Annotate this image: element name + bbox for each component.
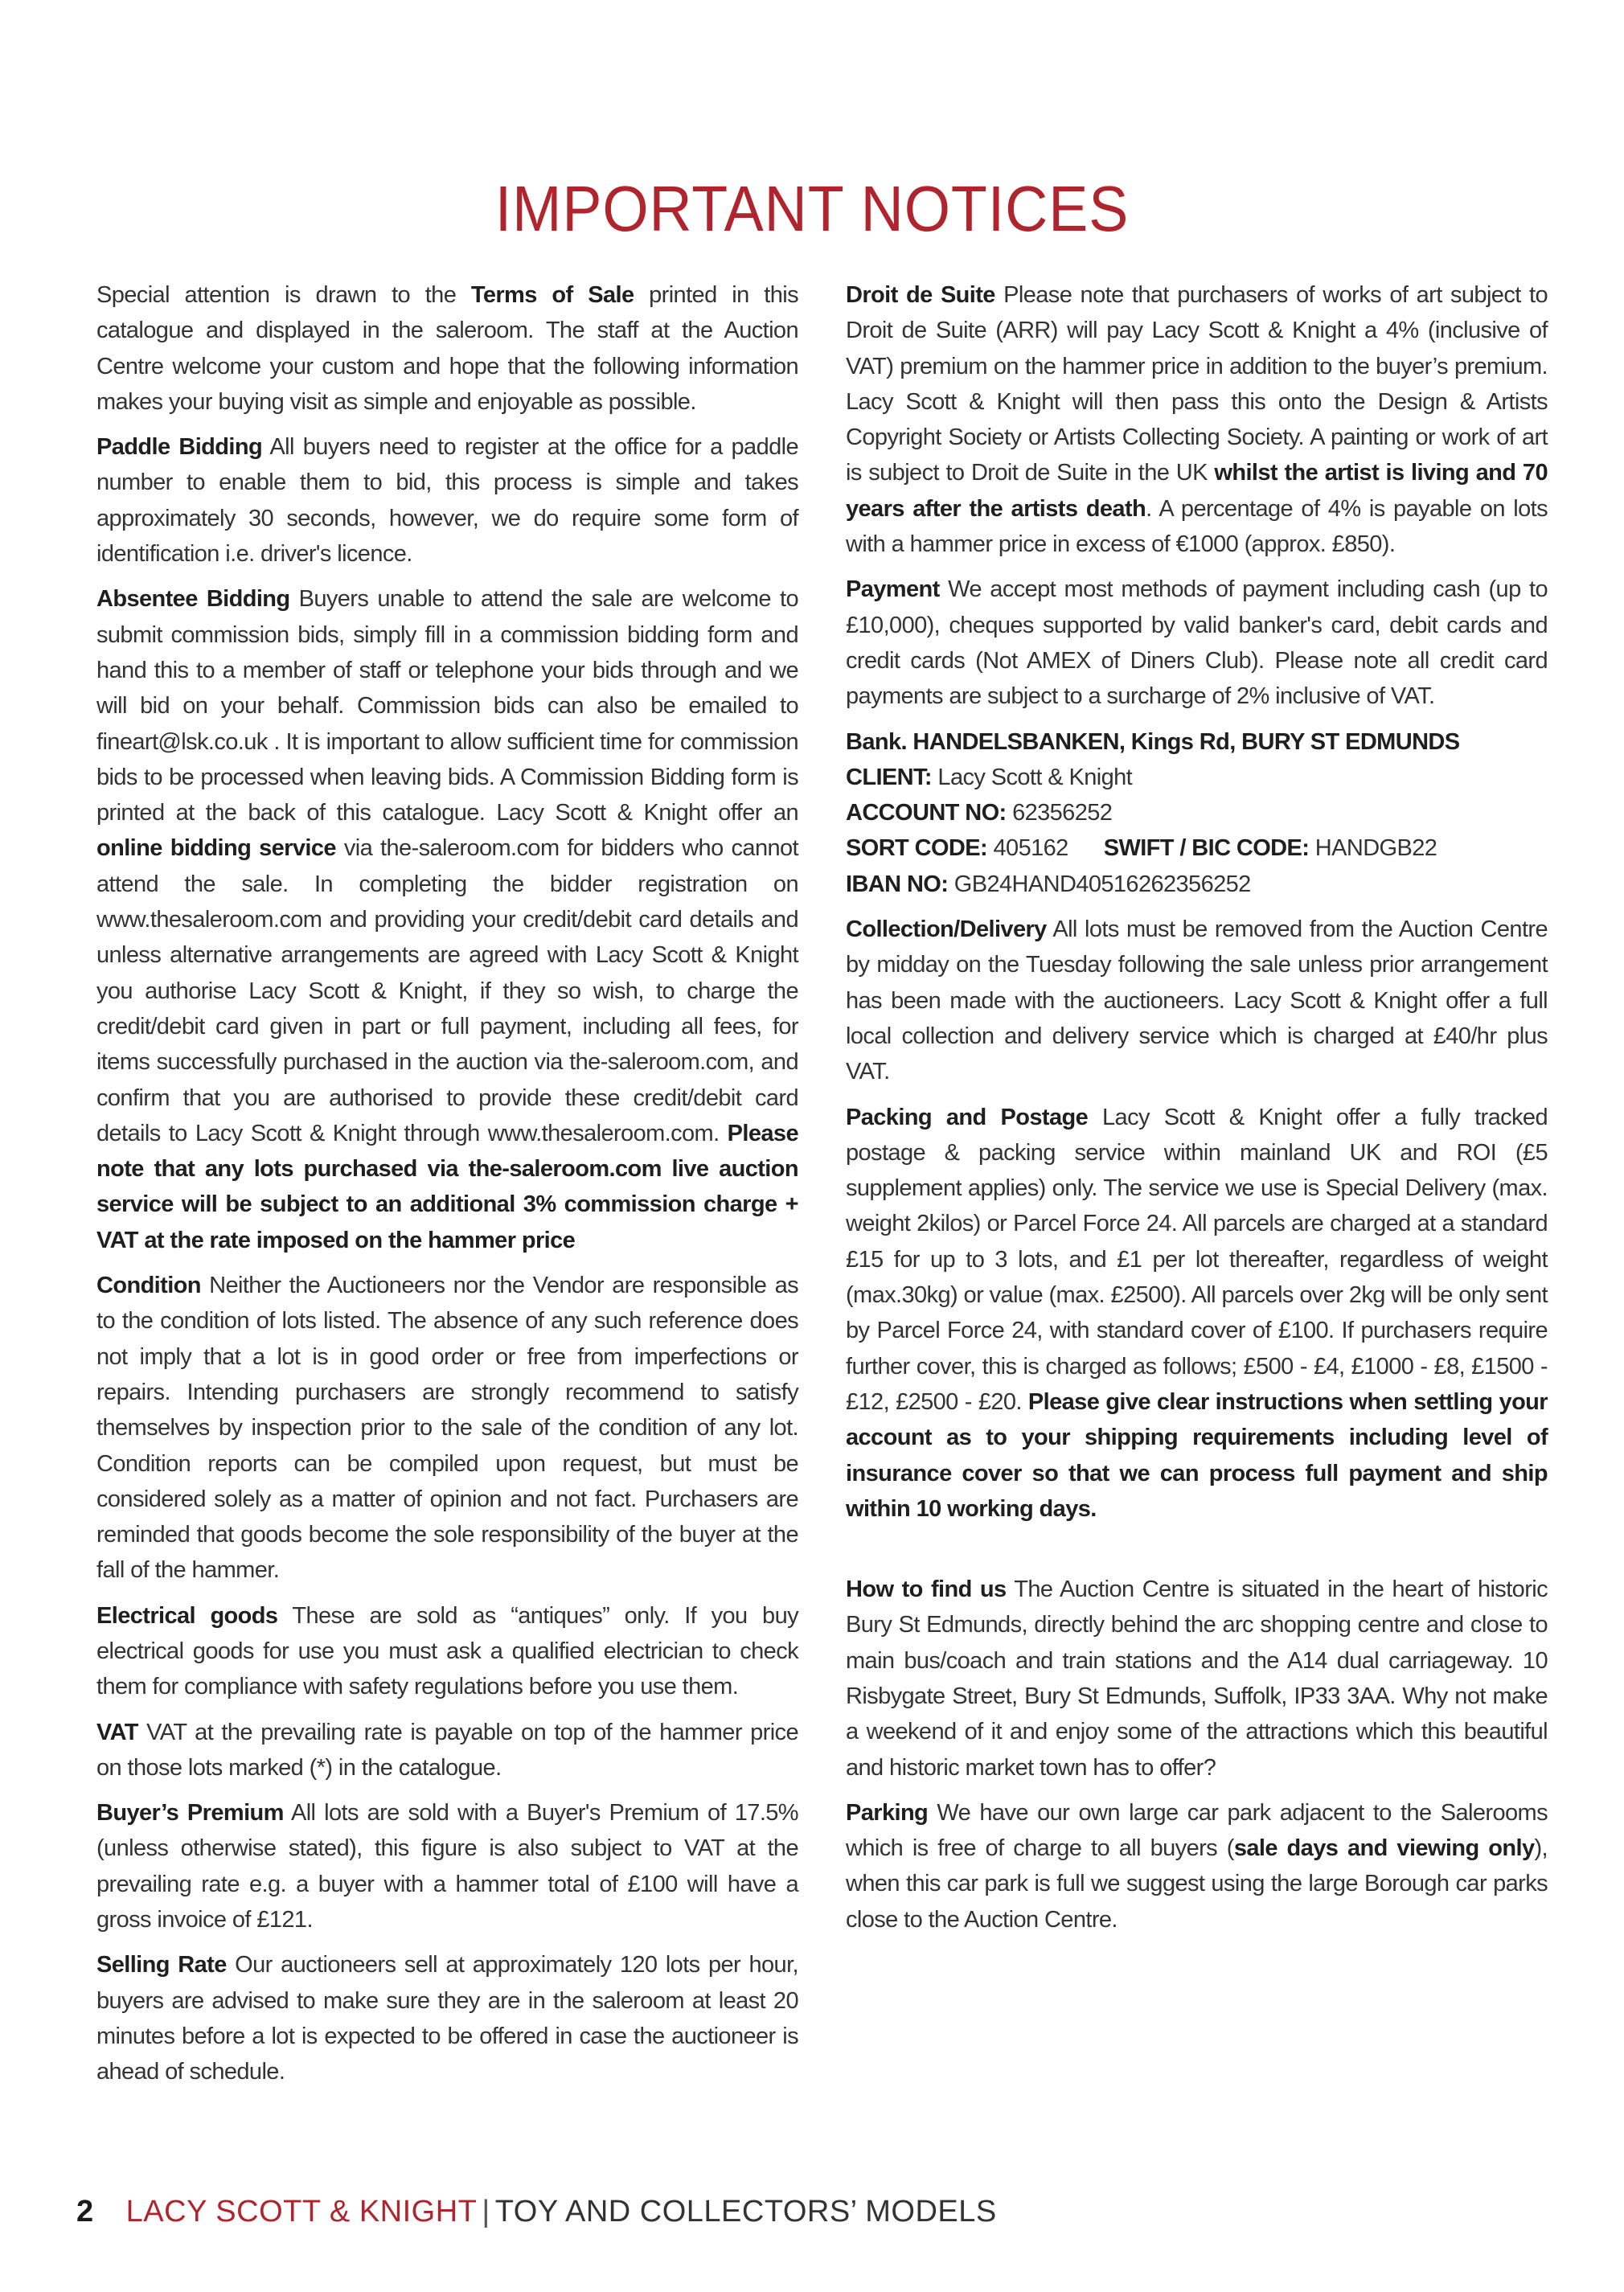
bank-name-line: Bank. HANDELSBANKEN, Kings Rd, BURY ST EDMUNDS	[846, 728, 1460, 755]
section-heading: VAT	[96, 1719, 138, 1745]
footer-separator: |	[482, 2195, 490, 2228]
right-column	[846, 277, 1548, 1947]
page-footer	[76, 2195, 997, 2229]
swift-label: SWIFT / BIC CODE:	[1103, 835, 1310, 862]
artist-living-emphasis: whilst the artist is living and 70 years after the artists death	[846, 460, 1548, 522]
brand-name: LACY SCOTT & KNIGHT	[125, 2195, 478, 2228]
section-heading: Absentee Bidding	[96, 586, 290, 613]
online-bidding-emphasis: online bidding service	[96, 835, 336, 862]
page-number: 2	[76, 2195, 94, 2228]
section-spacer	[846, 1536, 1548, 1572]
parking-section: Parking We have our own large car park adjacent to the Salerooms which is free of charge to all buyers (sale days and viewing only), when this car park is full we suggest using the large Borough car parks close to the Auction Centre.	[846, 1799, 1548, 1933]
bank-details	[846, 724, 1548, 902]
catalogue-subtitle: TOY AND COLLECTORS’ MODELS	[494, 2195, 997, 2228]
section-heading: Condition	[96, 1273, 201, 1299]
section-heading: Droit de Suite	[846, 282, 995, 308]
paddle-bidding-section: Paddle Bidding All buyers need to register at the office for a paddle number to enable them to bid, this process is simple and takes approximately 30 seconds, however, we do require some form of identification i.e. driver's licence.	[96, 434, 798, 568]
section-heading: Electrical goods	[96, 1602, 278, 1629]
section-heading: Parking	[846, 1799, 929, 1826]
section-heading: Packing and Postage	[846, 1104, 1089, 1130]
packing-postage-section: Packing and Postage Lacy Scott & Knight offer a fully tracked postage & packing service within mainland UK and ROI (£5 supplement applies) only. The service we use is Special Delivery (max. weight 2kilos) or Parcel Force 24. All parcels are charged at a standard £15 for up to 3 lots, and £1 per lot thereafter, regardless of weight (max.30kg) or value (max. £2500). All parcels over 2kg will be only sent by Parcel Force 24, with standard cover of £100. If purchasers require further cover, this is charged as follows; £500 - £4, £1000 - £8, £1500 - £12, £2500 - £20. Please give clear instructions when settling your account as to your shipping requirements including level of insurance cover so that we can process full payment and ship within 10 working days.	[846, 1104, 1548, 1522]
section-heading: Selling Rate	[96, 1952, 227, 1978]
sort-code-line: SORT CODE: 405162 SWIFT / BIC CODE: HANDGB22	[846, 835, 1437, 862]
vat-section: VAT VAT at the prevailing rate is payable on top of the hammer price on those lots marked (*) in the catalogue.	[96, 1719, 798, 1781]
section-heading: How to find us	[846, 1577, 1007, 1603]
electrical-goods-section: Electrical goods These are sold as “antiques” only. If you buy electrical goods for use you must ask a qualified electrician to check them for compliance with safety regulations before you use them.	[96, 1602, 798, 1700]
how-to-find-us-section: How to find us The Auction Centre is situated in the heart of historic Bury St Edmunds, directly behind the arc shopping centre and close to main bus/coach and train stations and the A14 dual carriageway. 10 Risbygate Street, Bury St Edmunds, Suffolk, IP33 3AA. Why not make a weekend of it and enjoy some of the attractions which this beautiful and historic market town has to offer?	[846, 1577, 1548, 1781]
page-title: IMPORTANT NOTICES	[494, 172, 1130, 244]
commission-charge-notice: Please note that any lots purchased via the-saleroom.com live auction service will be subject to an additional 3% commission charge + VAT at the rate imposed on the hammer price	[96, 1120, 798, 1253]
selling-rate-section: Selling Rate Our auctioneers sell at approximately 120 lots per hour, buyers are advised to make sure they are in the saleroom at least 20 minutes before a lot is expected to be offered in case the auctioneer is ahead of schedule.	[96, 1952, 798, 2085]
shipping-instructions-notice: Please give clear instructions when settling your account as to your shipping requirements including level of insurance cover so that we can process full payment and ship within 10 working days.	[846, 1388, 1548, 1522]
payment-section: Payment We accept most methods of payment including cash (up to £10,000), cheques supported by valid banker's card, debit cards and credit cards (Not AMEX of Diners Club). Please note all credit card payments are subject to a surcharge of 2% inclusive of VAT.	[846, 576, 1548, 710]
left-column	[96, 277, 798, 2100]
iban-line: IBAN NO: GB24HAND40516262356252	[846, 871, 1251, 897]
client-line: CLIENT: Lacy Scott & Knight	[846, 764, 1133, 790]
swift-value: HANDGB22	[1309, 835, 1437, 862]
absentee-bidding-section: Absentee Bidding Buyers unable to attend the sale are welcome to submit commission bids, simply fill in a commission bidding form and hand this to a member of staff or telephone your bids through and we will bid on your behalf. Commission bids can also be emailed to fineart@lsk.co.uk . It is important to allow sufficient time for commission bids to be processed when leaving bids. A Commission Bidding form is printed at the back of this catalogue. Lacy Scott & Knight offer an online bidding service via the-saleroom.com for bidders who cannot attend the sale. In completing the bidder registration on www.thesaleroom.com and providing your credit/debit card details and unless alternative arrangements are agreed with Lacy Scott & Knight you authorise Lacy Scott & Knight, if they so wish, to charge the credit/debit card given in part or full payment, including all fees, for items successfully purchased in the auction via the-saleroom.com, and confirm that you are authorised to provide these credit/debit card details to Lacy Scott & Knight through www.thesaleroom.com. Please note that any lots purchased via the-saleroom.com live auction service will be subject to an additional 3% commission charge + VAT at the rate imposed on the hammer price	[96, 586, 798, 1253]
section-heading: Paddle Bidding	[96, 434, 263, 461]
terms-of-sale-emphasis: Terms of Sale	[470, 282, 634, 308]
droit-de-suite-section: Droit de Suite Please note that purchasers of works of art subject to Droit de Suite (ARR) will pay Lacy Scott & Knight a 4% (inclusive of VAT) premium on the hammer price in addition to the buyer’s premium. Lacy Scott & Knight will then pass this onto the Design & Artists Copyright Society or Artists Collecting Society. A painting or work of art is subject to Droit de Suite in the UK whilst the artist is living and 70 years after the artists death. A percentage of 4% is payable on lots with a hammer price in excess of €1000 (approx. £850).	[846, 282, 1548, 558]
buyers-premium-section: Buyer’s Premium All lots are sold with a Buyer's Premium of 17.5% (unless otherwise stated), this figure is also subject to VAT at the prevailing rate e.g. a buyer with a hammer total of £100 will have a gross invoice of £121.	[96, 1800, 798, 1933]
intro-paragraph: Special attention is drawn to the Terms of Sale printed in this catalogue and displayed in the saleroom. The staff at the Auction Centre welcome your custom and hope that the following information makes your buying visit as simple and enjoyable as possible.	[96, 282, 798, 415]
condition-section: Condition Neither the Auctioneers nor the Vendor are responsible as to the condition of lots listed. The absence of any such reference does not imply that a lot is in good order or free from imperfections or repairs. Intending purchasers are strongly recommend to satisfy themselves by inspection prior to the sale of the condition of any lot. Condition reports can be compiled upon request, but must be considered solely as a matter of opinion and not fact. Purchasers are reminded that goods become the sole responsibility of the buyer at the fall of the hammer.	[96, 1273, 798, 1584]
account-number-line: ACCOUNT NO: 62356252	[846, 800, 1113, 826]
section-heading: Payment	[846, 576, 940, 603]
sale-days-emphasis: sale days and viewing only	[1233, 1835, 1535, 1862]
section-heading: Collection/Delivery	[846, 916, 1047, 943]
collection-delivery-section: Collection/Delivery All lots must be removed from the Auction Centre by midday on the Tuesday following the sale unless prior arrangement has been made with the auctioneers. Lacy Scott & Knight offer a full local collection and delivery service which is charged at £40/hr plus VAT.	[846, 916, 1548, 1085]
section-heading: Buyer’s Premium	[96, 1800, 284, 1827]
